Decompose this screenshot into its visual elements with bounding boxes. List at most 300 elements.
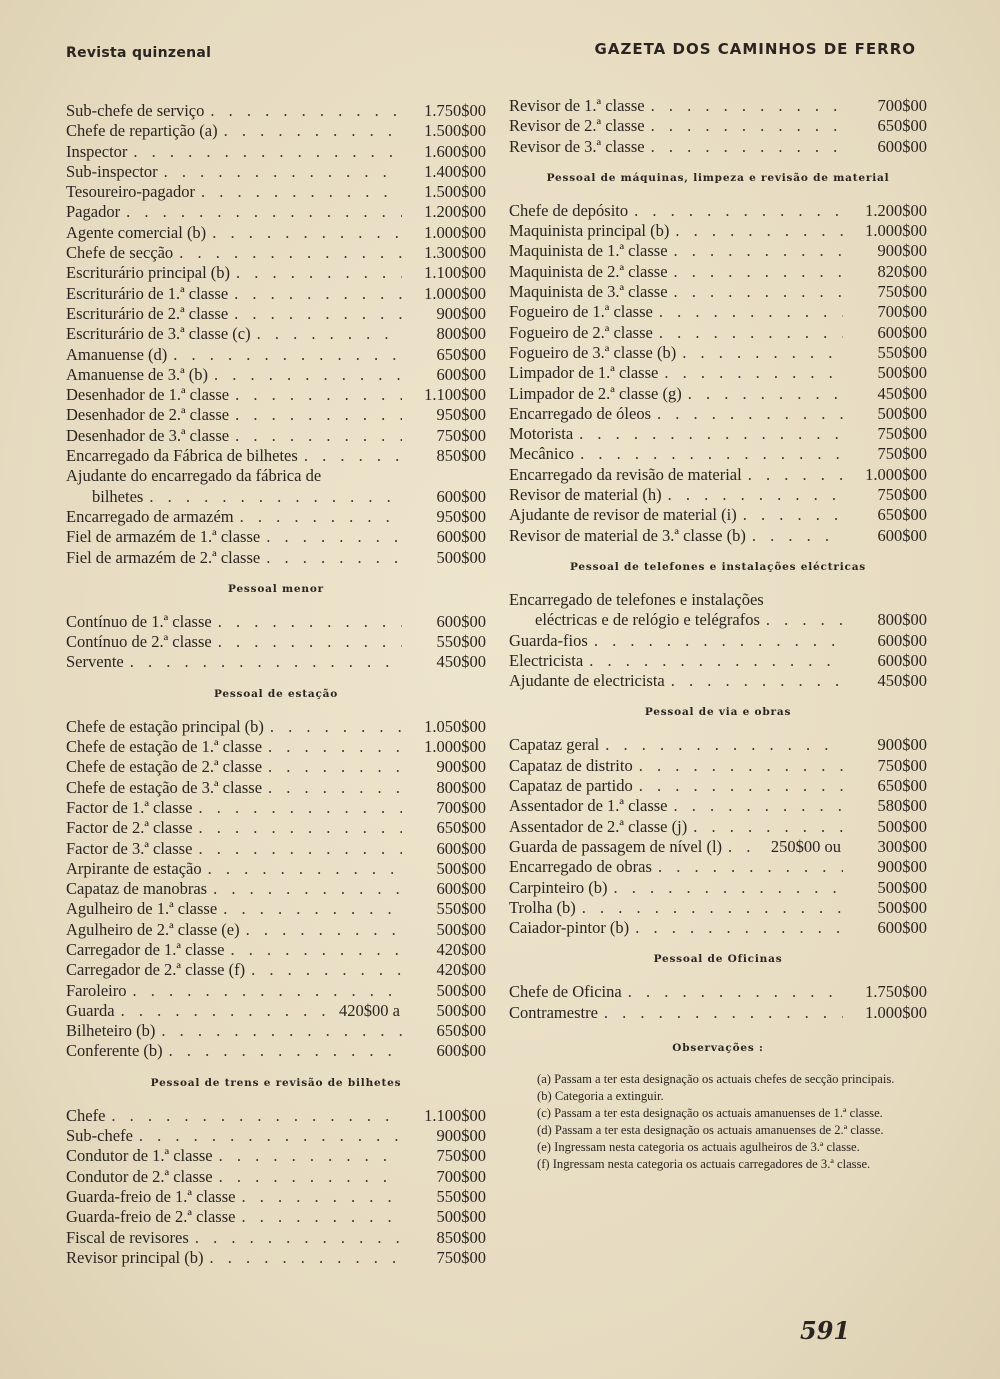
dot-leader	[270, 717, 402, 737]
dot-leader	[582, 898, 843, 918]
row-value: 650$00	[436, 344, 486, 364]
row-value: 600$00	[877, 525, 927, 545]
table-row	[66, 1228, 486, 1248]
row-value: 900$00	[436, 757, 486, 777]
row-value: 600$00	[436, 838, 486, 858]
row-value: 900$00	[877, 857, 927, 877]
table-row	[66, 548, 486, 568]
table-row	[66, 652, 486, 672]
section-title-pessoal-trens: Pessoal de trens e revisão de bilhetes	[150, 1076, 402, 1089]
dot-leader	[675, 221, 843, 241]
dot-leader	[212, 223, 402, 243]
row-label: Sub-chefe	[66, 1126, 133, 1146]
table-row	[66, 757, 486, 777]
section-title-pessoal-maquinas: Pessoal de máquinas, limpeza e revisão de material	[546, 171, 890, 184]
row-value: 820$00	[877, 261, 927, 281]
table-row	[66, 1041, 486, 1061]
dot-leader	[268, 778, 402, 798]
row-value: 950$00	[436, 506, 486, 526]
row-label: Escriturário de 3.ª classe (c)	[66, 324, 251, 344]
pessoal-trens-list	[66, 1106, 486, 1268]
row-label: Bilheteiro (b)	[66, 1021, 156, 1041]
dot-leader	[219, 1146, 402, 1166]
row-label: Sub-inspector	[66, 161, 158, 181]
table-row	[509, 878, 927, 898]
row-value: 900$00	[436, 1126, 486, 1146]
row-value: 420$00	[436, 960, 486, 980]
dot-leader	[133, 142, 402, 162]
dot-leader	[198, 839, 402, 859]
row-label: Conferente (b)	[66, 1041, 163, 1061]
row-label: Sub-chefe de serviço	[66, 101, 205, 120]
row-value: 1.000$00	[424, 222, 486, 242]
dot-leader	[604, 1003, 843, 1023]
dot-leader	[209, 1248, 402, 1268]
row-label: Condutor de 1.ª classe	[66, 1146, 213, 1166]
row-label: Capataz de partido	[509, 776, 633, 796]
dot-leader	[639, 776, 843, 796]
table-row	[509, 671, 927, 691]
row-label: Encarregado de obras	[509, 857, 652, 877]
table-row	[509, 302, 927, 322]
dot-leader	[658, 857, 843, 877]
row-label: Guarda-fios	[509, 630, 588, 650]
dot-leader	[126, 202, 402, 222]
table-row	[66, 940, 486, 960]
table-row	[66, 778, 486, 798]
row-label: Guarda-freio de 2.ª classe	[66, 1207, 236, 1227]
table-row	[66, 1106, 486, 1126]
header-left: Revista quinzenal	[66, 45, 212, 61]
row-label: Ajudante de revisor de material (i)	[509, 505, 737, 525]
table-row	[509, 404, 927, 424]
dot-leader	[214, 365, 402, 385]
left-column	[66, 101, 486, 1268]
table-row	[509, 631, 927, 651]
row-label: Encarregado de armazém	[66, 506, 234, 526]
dot-leader	[251, 960, 402, 980]
table-row	[66, 345, 486, 365]
row-label: Escriturário principal (b)	[66, 263, 231, 283]
right-top-list	[509, 96, 927, 157]
row-value: 550$00	[436, 1186, 486, 1206]
row-label: Faroleiro	[66, 980, 127, 1000]
dot-leader	[268, 757, 402, 777]
table-row	[66, 324, 486, 344]
row-value: 550$00	[436, 632, 486, 652]
row-value: 800$00	[436, 777, 486, 797]
table-row	[66, 960, 486, 980]
table-row	[509, 444, 927, 464]
table-row	[509, 116, 927, 136]
pessoal-oficinas-list	[509, 982, 927, 1023]
dot-leader	[219, 1167, 402, 1187]
dot-leader	[688, 384, 843, 404]
row-value: 500$00	[436, 980, 486, 1000]
row-value: 600$00	[877, 630, 927, 650]
observation-note: (f) Ingressam nesta categoria os actuais carregadores de 3.ª classe.	[537, 1157, 871, 1172]
row-label: Carregador de 1.ª classe	[66, 939, 225, 959]
row-label: Tesoureiro-pagador	[66, 182, 195, 202]
dot-leader	[659, 302, 843, 322]
table-row	[66, 466, 486, 486]
row-value: 500$00	[877, 877, 927, 897]
row-label: Agulheiro de 2.ª classe (e)	[66, 919, 240, 939]
row-value: 600$00	[436, 527, 486, 547]
row-value: 550$00	[436, 899, 486, 919]
row-label: Carregador de 2.ª classe (f)	[66, 960, 246, 980]
row-label: Chefe de estação de 2.ª classe	[66, 757, 263, 777]
row-value: 600$00	[877, 650, 927, 670]
dot-leader	[213, 879, 402, 899]
row-value: 500$00	[436, 1000, 486, 1020]
row-value: 1.750$00	[865, 982, 927, 1002]
dot-leader	[201, 182, 402, 202]
row-value: 450$00	[877, 671, 927, 691]
table-row	[509, 424, 927, 444]
dot-leader	[111, 1106, 402, 1126]
dot-leader	[674, 241, 843, 261]
row-label: Assentador de 1.ª classe	[509, 796, 668, 816]
dot-leader	[139, 1126, 402, 1146]
pessoal-via-list	[509, 735, 927, 938]
row-value: 500$00	[877, 363, 927, 383]
table-row	[66, 385, 486, 405]
row-value: 500$00	[436, 919, 486, 939]
row-value: 750$00	[436, 1247, 486, 1267]
left-top-list	[66, 101, 486, 568]
table-row	[66, 717, 486, 737]
dot-leader	[743, 505, 843, 525]
row-label: Guarda-freio de 1.ª classe	[66, 1186, 236, 1206]
section-title-pessoal-estacao: Pessoal de estação	[213, 687, 339, 700]
dot-leader	[236, 263, 402, 283]
row-value: 650$00	[436, 818, 486, 838]
pessoal-maquinas-list	[509, 201, 927, 546]
row-range-from: 250$00 ou	[770, 836, 841, 856]
row-value: 1.000$00	[424, 283, 486, 303]
row-label-continuation: bilhetes	[92, 486, 144, 506]
dot-leader	[198, 818, 402, 838]
dot-leader	[268, 737, 402, 757]
dot-leader	[130, 652, 402, 672]
table-row	[66, 632, 486, 652]
row-label: Pagador	[66, 202, 121, 222]
row-value: 500$00	[877, 816, 927, 836]
row-label: Revisor principal (b)	[66, 1247, 204, 1267]
row-value: 600$00	[877, 136, 927, 156]
table-row	[509, 137, 927, 157]
row-label: Encarregado da Fábrica de bilhetes	[66, 446, 298, 466]
row-value: 1.300$00	[424, 243, 486, 263]
table-row	[66, 182, 486, 202]
row-value: 450$00	[877, 383, 927, 403]
row-label: Fogueiro de 3.ª classe (b)	[509, 342, 677, 362]
section-title-pessoal-telefones: Pessoal de telefones e instalações eléctricas	[569, 560, 867, 573]
dot-leader	[169, 1041, 402, 1061]
row-label: Amanuense (d)	[66, 344, 168, 364]
row-value: 1.100$00	[424, 263, 486, 283]
table-row	[66, 223, 486, 243]
row-label: Mecânico	[509, 444, 575, 464]
observacoes-notes	[509, 1071, 927, 1174]
dot-leader	[173, 345, 402, 365]
table-row	[66, 1126, 486, 1146]
table-row	[509, 590, 927, 610]
row-label: Fogueiro de 1.ª classe	[509, 302, 653, 322]
table-row	[66, 507, 486, 527]
table-row	[66, 527, 486, 547]
row-label: Encarregado de óleos	[509, 403, 652, 423]
row-label: Factor de 1.ª classe	[66, 797, 193, 817]
row-label: Chefe de estação de 3.ª classe	[66, 777, 263, 797]
table-row	[66, 1001, 486, 1021]
row-label: Trolha (b)	[509, 897, 576, 917]
table-row	[66, 920, 486, 940]
row-label: Maquinista principal (b)	[509, 221, 670, 241]
row-label: Ajudante de electricista	[509, 671, 665, 691]
table-row	[509, 505, 927, 525]
row-value: 420$00	[436, 939, 486, 959]
row-value: 1.500$00	[424, 182, 486, 202]
row-label: Motorista	[509, 424, 574, 444]
row-value: 1.200$00	[424, 202, 486, 222]
row-value: 800$00	[436, 324, 486, 344]
row-label: Escriturário de 2.ª classe	[66, 303, 229, 323]
row-label: Contínuo de 2.ª classe	[66, 632, 212, 652]
dot-leader	[198, 798, 402, 818]
row-value: 300$00	[877, 836, 927, 856]
table-row	[509, 735, 927, 755]
table-row	[509, 898, 927, 918]
row-label: Encarregado de telefones e instalações	[509, 589, 764, 609]
row-value: 700$00	[877, 302, 927, 322]
row-value: 750$00	[877, 282, 927, 302]
table-row	[66, 737, 486, 757]
row-label: Agulheiro de 1.ª classe	[66, 899, 218, 919]
row-value: 650$00	[877, 776, 927, 796]
pessoal-menor-list	[66, 612, 486, 673]
row-label: Factor de 3.ª classe	[66, 838, 193, 858]
table-row	[509, 485, 927, 505]
dot-leader	[674, 262, 843, 282]
dot-leader	[223, 899, 402, 919]
dot-leader	[682, 343, 843, 363]
table-row	[509, 262, 927, 282]
dot-leader	[668, 485, 843, 505]
section-title-pessoal-via: Pessoal de via e obras	[644, 706, 792, 719]
row-value: 900$00	[436, 303, 486, 323]
table-row	[66, 304, 486, 324]
table-row	[66, 101, 486, 121]
row-label: Inspector	[66, 141, 128, 161]
row-label-continuation: eléctricas e de relógio e telégrafos	[535, 610, 760, 630]
dot-leader	[651, 137, 843, 157]
row-value: 1.500$00	[424, 121, 486, 141]
row-value: 1.000$00	[865, 1002, 927, 1022]
table-row	[66, 202, 486, 222]
dot-leader	[266, 527, 402, 547]
table-row	[509, 96, 927, 116]
row-value: 1.000$00	[424, 737, 486, 757]
table-row	[509, 526, 927, 546]
table-row	[509, 837, 927, 857]
dot-leader	[628, 982, 843, 1002]
dot-leader	[234, 304, 402, 324]
table-row	[509, 1003, 927, 1023]
dot-leader	[240, 507, 402, 527]
row-label: Capataz de distrito	[509, 755, 633, 775]
dot-leader	[235, 426, 402, 446]
section-title-observacoes: Observações :	[672, 1041, 764, 1054]
row-label: Agente comercial (b)	[66, 222, 207, 242]
row-value: 900$00	[877, 241, 927, 261]
row-value: 650$00	[877, 116, 927, 136]
row-label: Caiador-pintor (b)	[509, 918, 630, 938]
table-row	[509, 796, 927, 816]
table-row	[66, 142, 486, 162]
row-label: Maquinista de 1.ª classe	[509, 241, 668, 261]
table-row	[66, 243, 486, 263]
table-row	[66, 818, 486, 838]
observation-note: (e) Ingressam nesta categoria os actuais agulheiros de 3.ª classe.	[537, 1140, 860, 1155]
row-label: Desenhador de 2.ª classe	[66, 405, 230, 425]
row-label: Guarda de passagem de nível (l)	[509, 836, 723, 856]
dot-leader	[674, 282, 843, 302]
row-value: 1.750$00	[424, 101, 486, 120]
row-label: Fogueiro de 2.ª classe	[509, 322, 653, 342]
row-label: Chefe de estação principal (b)	[66, 716, 264, 736]
row-value: 750$00	[877, 444, 927, 464]
observation-note: (b) Categoria a extinguir.	[537, 1089, 664, 1104]
dot-leader	[161, 1021, 402, 1041]
table-row	[509, 221, 927, 241]
row-value: 750$00	[877, 485, 927, 505]
dot-leader	[218, 612, 402, 632]
row-label: Amanuense de 3.ª (b)	[66, 364, 209, 384]
table-row	[509, 651, 927, 671]
row-value: 1.100$00	[424, 1105, 486, 1125]
row-value: 750$00	[436, 425, 486, 445]
row-label: Guarda	[66, 1000, 115, 1020]
table-row	[509, 241, 927, 261]
dot-leader	[234, 284, 402, 304]
dot-leader	[132, 981, 402, 1001]
dot-leader	[664, 363, 843, 383]
dot-leader	[580, 444, 843, 464]
table-row	[66, 612, 486, 632]
row-label: Servente	[66, 652, 124, 672]
table-row	[66, 1167, 486, 1187]
row-value: 700$00	[877, 96, 927, 115]
dot-leader	[179, 243, 402, 263]
table-row	[509, 465, 927, 485]
row-label: Condutor de 2.ª classe	[66, 1166, 213, 1186]
dot-leader	[752, 526, 843, 546]
table-row	[66, 1207, 486, 1227]
pessoal-telefones-list	[509, 590, 927, 691]
dot-leader	[748, 465, 843, 485]
dot-leader	[246, 920, 402, 940]
observation-note: (c) Passam a ter esta designação os actuais amanuenses de 1.ª classe.	[537, 1106, 883, 1121]
row-value: 750$00	[877, 424, 927, 444]
row-label: Fiel de armazém de 1.ª classe	[66, 527, 261, 547]
dot-leader	[121, 1001, 333, 1021]
row-value: 500$00	[877, 403, 927, 423]
table-row	[509, 756, 927, 776]
dot-leader	[224, 121, 402, 141]
row-label: Arpirante de estação	[66, 858, 202, 878]
table-row	[66, 284, 486, 304]
row-label: Revisor de material (h)	[509, 485, 662, 505]
row-label: Revisor de 2.ª classe	[509, 116, 645, 136]
row-label: Ajudante do encarregado da fábrica de	[66, 466, 322, 486]
dot-leader	[651, 116, 843, 136]
row-label: Fiel de armazém de 2.ª classe	[66, 547, 261, 567]
dot-leader	[766, 610, 843, 630]
row-value: 1.200$00	[865, 200, 927, 220]
row-label: Carpinteiro (b)	[509, 877, 608, 897]
table-row	[66, 162, 486, 182]
table-row	[66, 981, 486, 1001]
row-value: 900$00	[877, 735, 927, 755]
dot-leader	[241, 1187, 402, 1207]
row-value: 650$00	[436, 1021, 486, 1041]
row-value: 1.600$00	[424, 141, 486, 161]
table-row-continuation	[509, 610, 927, 630]
table-row	[66, 405, 486, 425]
dot-leader	[605, 735, 843, 755]
row-label: Capataz de manobras	[66, 879, 208, 899]
row-label: Encarregado da revisão de material	[509, 464, 742, 484]
dot-leader	[635, 918, 843, 938]
row-label: Chefe de repartição (a)	[66, 121, 218, 141]
table-row	[66, 899, 486, 919]
row-value: 500$00	[877, 897, 927, 917]
table-row	[66, 121, 486, 141]
row-label: Factor de 2.ª classe	[66, 818, 193, 838]
row-label: Maquinista de 3.ª classe	[509, 282, 668, 302]
dot-leader	[674, 796, 843, 816]
dot-leader	[579, 424, 843, 444]
row-range-from: 420$00 a	[339, 1000, 400, 1020]
row-label: Chefe de depósito	[509, 200, 629, 220]
row-value: 600$00	[436, 611, 486, 631]
row-value: 1.000$00	[865, 221, 927, 241]
dot-leader	[218, 632, 402, 652]
row-value: 600$00	[436, 879, 486, 899]
dot-leader	[257, 324, 402, 344]
table-row	[509, 982, 927, 1002]
dot-leader	[235, 405, 402, 425]
table-row	[509, 817, 927, 837]
row-value: 500$00	[436, 1207, 486, 1227]
row-value: 1.400$00	[424, 161, 486, 181]
dot-leader	[304, 446, 402, 466]
table-row	[66, 365, 486, 385]
dot-leader	[589, 651, 843, 671]
section-title-pessoal-menor: Pessoal menor	[228, 582, 324, 595]
table-row	[66, 1187, 486, 1207]
row-value: 600$00	[436, 1041, 486, 1061]
dot-leader	[671, 671, 843, 691]
row-value: 600$00	[436, 364, 486, 384]
row-value: 700$00	[436, 797, 486, 817]
row-label: Contramestre	[509, 1002, 598, 1022]
table-row	[509, 282, 927, 302]
row-label: Revisor de 3.ª classe	[509, 136, 645, 156]
row-value: 500$00	[436, 547, 486, 567]
